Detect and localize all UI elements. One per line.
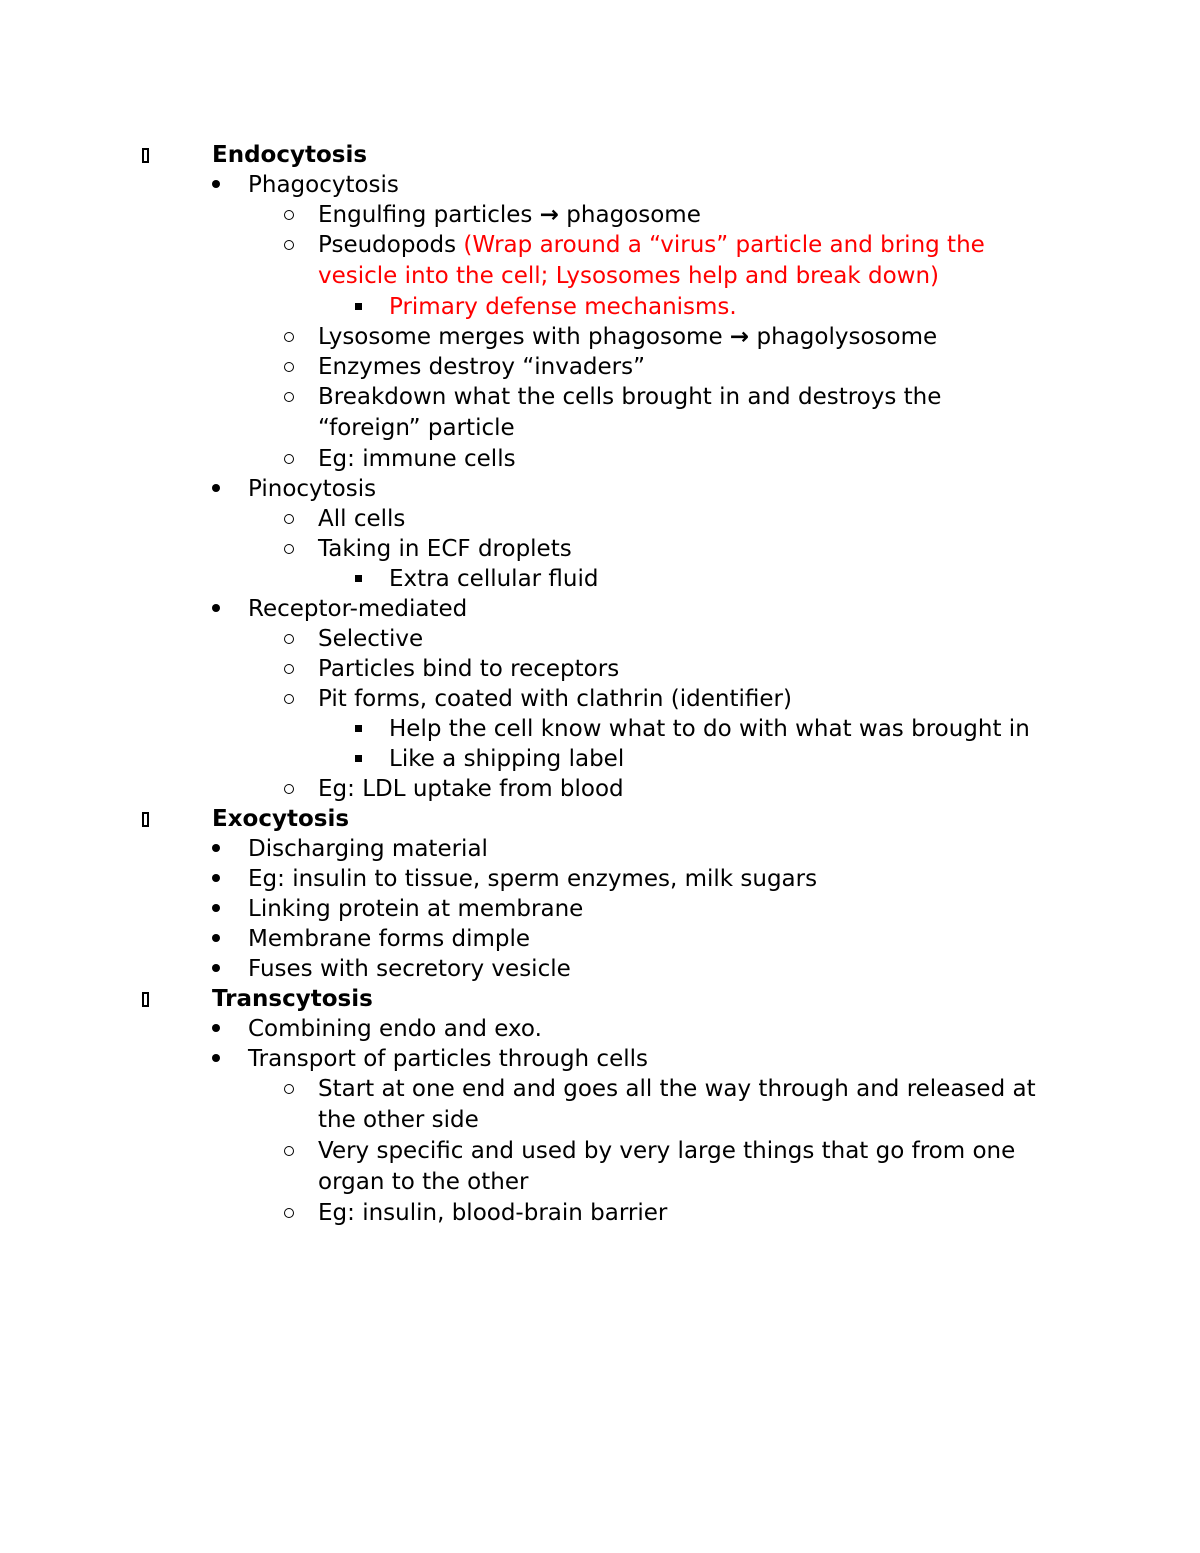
box-bullet-icon	[142, 140, 149, 169]
list-item-text: Linking protein at membrane	[248, 896, 584, 922]
list-item-text: Combining endo and exo.	[248, 1016, 542, 1042]
list-item-text: Primary defense mechanisms.	[389, 294, 737, 320]
section-exocytosis	[0, 804, 1200, 834]
list-item	[0, 684, 1200, 714]
bullet-icon	[212, 1044, 220, 1073]
section-endocytosis	[0, 140, 1200, 170]
circle-bullet-icon	[284, 352, 294, 381]
list-item-text: Like a shipping label	[389, 746, 625, 772]
arrow-right-icon: →	[729, 324, 750, 350]
list-item	[0, 654, 1200, 684]
list-item	[0, 230, 1200, 292]
list-item-text: Help the cell know what to do with what was brought in	[389, 716, 1030, 742]
text-part: Lysosome merges with phagosome	[318, 324, 730, 350]
red-note: (Wrap around a “virus” particle and bring the vesicle into the cell; Lysosomes help and break down)	[318, 232, 985, 289]
list-item	[0, 382, 1200, 444]
square-bullet-icon	[355, 292, 362, 321]
bullet-icon	[212, 594, 220, 623]
list-item-text: Eg: LDL uptake from blood	[318, 776, 624, 802]
list-item-text: Membrane forms dimple	[248, 926, 531, 952]
list-item	[0, 924, 1200, 954]
list-item-text: Pinocytosis	[248, 476, 377, 502]
list-item-text: Breakdown what the cells brought in and destroys the “foreign” particle	[318, 384, 942, 441]
text-part: phagolysosome	[749, 324, 938, 350]
list-item-text: Fuses with secretory vesicle	[248, 956, 571, 982]
list-item	[0, 1198, 1200, 1228]
list-item	[0, 352, 1200, 382]
bullet-icon	[212, 954, 220, 983]
list-item-text: Selective	[318, 626, 424, 652]
list-item	[0, 1014, 1200, 1044]
list-item	[0, 474, 1200, 504]
circle-bullet-icon	[284, 1136, 294, 1165]
list-item	[0, 292, 1200, 322]
bullet-icon	[212, 1014, 220, 1043]
circle-bullet-icon	[284, 774, 294, 803]
list-item	[0, 322, 1200, 352]
bullet-icon	[212, 864, 220, 893]
list-item-text: Eg: insulin, blood-brain barrier	[318, 1200, 668, 1226]
square-bullet-icon	[355, 714, 362, 743]
list-item	[0, 594, 1200, 624]
list-item-text: All cells	[318, 506, 406, 532]
list-item	[0, 954, 1200, 984]
list-item	[0, 444, 1200, 474]
section-transcytosis	[0, 984, 1200, 1014]
text-part: Pseudopods	[318, 232, 464, 258]
list-item	[0, 1074, 1200, 1136]
list-item	[0, 170, 1200, 200]
bullet-icon	[212, 170, 220, 199]
section-title: Exocytosis	[212, 806, 350, 832]
arrow-right-icon: →	[539, 202, 559, 228]
section-title: Endocytosis	[212, 142, 368, 168]
circle-bullet-icon	[284, 1198, 294, 1227]
circle-bullet-icon	[284, 230, 294, 259]
box-bullet-icon	[142, 984, 149, 1013]
list-item-text: Receptor-mediated	[248, 596, 468, 622]
list-item-text: Transport of particles through cells	[248, 1046, 648, 1072]
list-item-text: Extra cellular fluid	[389, 566, 599, 592]
list-item	[0, 624, 1200, 654]
list-item	[0, 534, 1200, 564]
list-item-text: Particles bind to receptors	[318, 656, 620, 682]
list-item	[0, 504, 1200, 534]
circle-bullet-icon	[284, 504, 294, 533]
list-item	[0, 200, 1200, 230]
list-item-text: Phagocytosis	[248, 172, 399, 198]
list-item-text: Enzymes destroy “invaders”	[318, 354, 646, 380]
bullet-icon	[212, 834, 220, 863]
list-item-text	[318, 230, 1038, 292]
square-bullet-icon	[355, 564, 362, 593]
list-item-text: Taking in ECF droplets	[318, 536, 572, 562]
list-item	[0, 864, 1200, 894]
list-item	[0, 714, 1200, 744]
list-item-text	[318, 200, 1200, 230]
list-item	[0, 834, 1200, 864]
list-item	[0, 774, 1200, 804]
list-item-text: Eg: immune cells	[318, 446, 516, 472]
list-item	[0, 1044, 1200, 1074]
document-page	[0, 140, 1200, 1228]
list-item	[0, 744, 1200, 774]
list-item-text: Pit forms, coated with clathrin (identifier)	[318, 686, 792, 712]
circle-bullet-icon	[284, 684, 294, 713]
box-bullet-icon	[142, 804, 149, 833]
circle-bullet-icon	[284, 200, 294, 229]
circle-bullet-icon	[284, 534, 294, 563]
circle-bullet-icon	[284, 322, 294, 351]
list-item-text: Very specific and used by very large things that go from one organ to the other	[318, 1138, 1016, 1195]
square-bullet-icon	[355, 744, 362, 773]
list-item	[0, 1136, 1200, 1198]
text-part: Engulfing particles	[318, 202, 540, 228]
list-item-text: Eg: insulin to tissue, sperm enzymes, milk sugars	[248, 866, 818, 892]
list-item-text	[318, 322, 1200, 352]
list-item	[0, 564, 1200, 594]
circle-bullet-icon	[284, 382, 294, 411]
bullet-icon	[212, 894, 220, 923]
circle-bullet-icon	[284, 654, 294, 683]
bullet-icon	[212, 474, 220, 503]
circle-bullet-icon	[284, 624, 294, 653]
circle-bullet-icon	[284, 1074, 294, 1103]
list-item-text: Start at one end and goes all the way through and released at the other side	[318, 1076, 1036, 1133]
list-item	[0, 894, 1200, 924]
bullet-icon	[212, 924, 220, 953]
list-item-text: Discharging material	[248, 836, 488, 862]
section-title: Transcytosis	[212, 986, 373, 1012]
text-part: phagosome	[558, 202, 701, 228]
circle-bullet-icon	[284, 444, 294, 473]
